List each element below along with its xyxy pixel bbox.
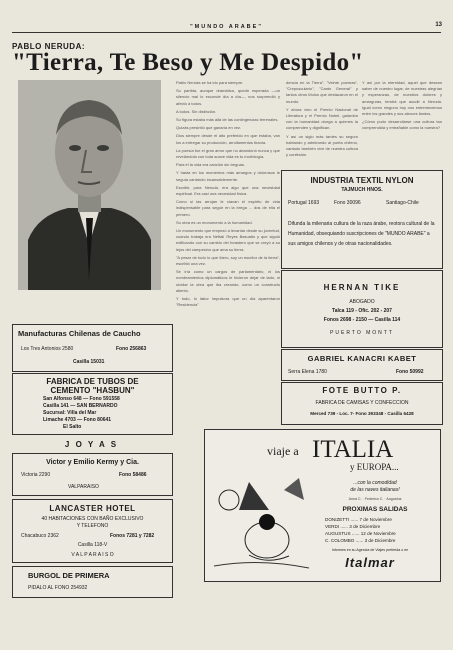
ad-italia-tagline: ...con la comodidad de las naves italianas! (350, 480, 400, 493)
article-headline: "Tierra, Te Beso y Me Despido" (12, 49, 364, 76)
ad-joyas-address: Victoria 2290 (21, 472, 51, 478)
ad-hotel-phone: Fonos 7281 y 7282 (110, 533, 155, 539)
ad-caucho (12, 324, 173, 372)
ad-italia-line1: viaje a (267, 444, 299, 458)
ad-tubos-details: San Alfonso 648 — Fono 591558 Casilla 141 — SAN BERNARDO Sucursal: Villa del Mar Limache 4703 — Fono 80641 El Salto (43, 396, 120, 430)
ad-italia-sub: y EUROPA... (350, 462, 399, 472)
ad-tike-city: PUERTO MONTT (330, 330, 394, 336)
ad-caucho-casilla: Casilla 15031 (73, 359, 105, 365)
ad-fote-title: FOTE BUTTO P. (322, 386, 402, 395)
ad-tike-line1: Talca 119 - Ofic. 202 - 207 (332, 308, 392, 314)
ad-burgol-title: BURGOL DE PRIMERA (28, 571, 110, 580)
header-rule (12, 32, 441, 33)
ad-hotel-city: V A L P A R A I S O (71, 552, 114, 558)
ad-textil (281, 170, 443, 269)
ad-hotel-line1: 40 HABITACIONES CON BAÑO EXCLUSIVO (41, 516, 144, 522)
ad-hotel-casilla: Casilla 118-V (77, 542, 108, 548)
ad-tike (281, 270, 443, 348)
ad-joyas-name: Victor y Emilio Kermy y Cia. (46, 459, 139, 466)
ad-caucho-phone: Fono 256863 (116, 346, 147, 352)
ad-italia (204, 429, 441, 582)
ad-textil-sub: TAJMUCH HNOS. (341, 187, 383, 193)
ad-italia-salidas: PROXIMAS SALIDAS (342, 506, 408, 513)
article-column-3: Y así por la eternidad, aquel que desean saber de nuestro lugar, de nuestras alegrías y esperanzas, de nuestros dolores y amarguras, tendrá que acudir a Neruda. Igual como ninguno hoy nos estremecemos entre los grandes y sus atroces llantos. ¿Cómo pudo desarrollarse una cultura tan comprendida y entrañable como la nuestra? (362, 80, 442, 131)
ad-italia-schedule: DONIZETTI ...... 7 de Noviembre VERDI ...... 3 de Diciembre AUGUSTUS ...... 12 de Noviembre C. COLOMBO ...... 3 de Diciembre (325, 517, 396, 543)
ad-italia-title: ITALIA (312, 436, 394, 463)
ad-burgol (12, 566, 173, 598)
ad-kanacri-phone: Fono 50992 (396, 369, 424, 375)
ad-kanacri-address: Serra Elena 1780 (288, 369, 327, 375)
ad-joyas-phone: Fono 58486 (119, 472, 147, 478)
ad-hotel-address: Chacabuco 2362 (21, 533, 59, 539)
article-column-2: dencia en la Tierra", "Veinte poemas", "Crepusculario", "Canto General" y tantos otros títulos que destacaron en el mundo. Y ahora vino el Premio Nacional de Literatura y el Premio Nobel, galardón con la humanidad otorga a quienes la comprenden y dignifican. Y así un siglo más tardes su seguro hablando y admirando al poeta chileno, cantado también vive de nuestra cultura y confesión. (286, 80, 358, 158)
ad-tubos-title1: FABRICA DE TUBOS DE (46, 377, 139, 386)
article-column-1: Pablo Neruda se ha ido para siempre. Su partida, aunque dramática, quedó esperada —un silencio mal lo esconde día a día—, nos sorprendió y afectó a todos. A todos. Sin distinción. Su figura estaba más allá de las contingencias terrenales. Quizás presintió que ganaría en vez. Dios siempre desde el alto preferido en que estaba, van los a entregar su producción, arrollamentos tiranía. La poesía fue el gran amor que no abandonó nunca y que revelándola con toda suave vida es tu morfología. Para él la vida era canción sin treguas. Y hasta en los momentos más amargos y dolorosos le seguía cantando incansablemente. Escribir, para Neruda, era algo que una necesidad espiritual. Era casi una necesidad física. Como si las arrojan le clavan el espíritu de vida indispensable para seguir en la brega ... dos de ella el primero. Su obra es un monumento a la humanidad. Un monumento que empezó a levantar desde su juventud, cuando trabaja era Neftalí Reyes Basualto y que siguió edificando con su cambio del forastero que se creyó a su lejos del campesino que ama su tierra. "A pesar de todo lo que Ibero, soy un escritor de la tierra", escribió una vez. Se iría como un cargos de parlamentario, ni los nombramientos diplomáticos le hicieron dejar de lado, ni olvidar la obra que iba creando, como un constructo aliento. Y todo, lo labor impulsora que un día aparentaron "Residencia" (176, 80, 280, 308)
ad-tubos (12, 373, 173, 435)
ad-textil-title: INDUSTRIA TEXTIL NYLON (310, 176, 414, 185)
ad-joyas-heading: J O Y A S (64, 440, 119, 449)
ad-kanacri-title: GABRIEL KANACRI KABET (307, 354, 417, 363)
article-kicker: PABLO NERUDA: (12, 42, 86, 51)
ad-italia-ships: Anna C. · Federico C. · Augustus (348, 497, 402, 501)
ad-tike-sub: ABOGADO (349, 299, 375, 305)
ad-fote-sub: FABRICA DE CAMISAS Y CONFECCION (315, 400, 409, 406)
portrait-illustration (18, 80, 161, 290)
ad-hotel-line2: Y TELEFONO (76, 523, 109, 529)
ad-hotel-title: LANCASTER HOTEL (49, 504, 136, 513)
magazine-header-title: "MUNDO ARABE" (190, 24, 263, 30)
ad-tike-line2: Fonos 2698 - 2150 — Casilla 114 (323, 317, 401, 323)
ad-textil-phone: Fono 30096 (334, 200, 361, 206)
page-number: 13 (435, 22, 442, 28)
ad-textil-text: Difunda la milenaria cultura de la raza árabe, reotora cultural de la Humanidad, obsequiando suscripciones de "MUNDO ARABE" a sus amigos chilenos y de otras nacionalidades. (288, 221, 435, 247)
ad-caucho-title: Manufacturas Chilenas de Caucho (18, 329, 141, 338)
ad-hotel (12, 499, 173, 563)
ad-fote-address: Merced 739 - Loc. 7- Fono 393348 - Casilla 6428 (310, 411, 414, 416)
ad-burgol-phone: PIDALO AL FONO 254932 (28, 585, 88, 591)
ad-textil-address: Portugal 1693 (288, 200, 320, 206)
ad-caucho-address: Los Tres Antonios 2580 (21, 346, 74, 352)
ad-fote (281, 382, 443, 425)
ad-tubos-title2: CEMENTO "HASBUN" (50, 386, 135, 395)
ad-joyas (12, 453, 173, 496)
ad-tike-title: HERNAN TIKE (323, 283, 401, 292)
ad-italia-brand-logo: Italmar (345, 555, 395, 570)
ad-textil-city: Santiago-Chile (386, 200, 419, 206)
ad-kanacri (281, 349, 443, 381)
beach-illustration (209, 470, 314, 575)
ad-italia-info: Informes en su Agencia de Viajes preferida o en (331, 548, 409, 552)
ad-joyas-city: VALPARAISO (68, 484, 99, 490)
portrait-photo (18, 80, 161, 290)
